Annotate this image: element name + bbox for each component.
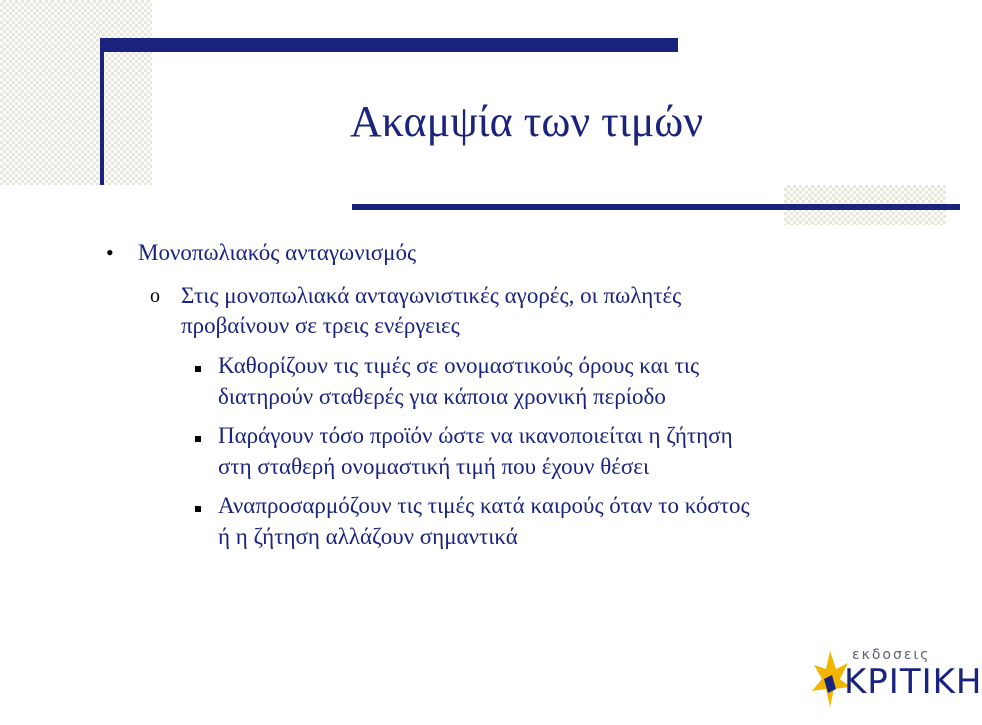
- logo-small-text: εκδοσεις: [852, 647, 931, 663]
- bullet-square-icon: [195, 366, 201, 372]
- item1-line2: διατηρούν σταθερές για κάποια χρονική περίοδο: [218, 384, 666, 409]
- left-vertical-bar: [100, 52, 104, 185]
- item1-line1: Καθορίζουν τις τιμές σε ονομαστικούς όρους και τις: [218, 353, 700, 378]
- level2-text-line1: Στις μονοπωλιακά ανταγωνιστικές αγορές, οι πωλητές: [181, 283, 682, 308]
- publisher-logo: [810, 645, 982, 715]
- bullet-dot-icon: •: [106, 240, 114, 265]
- item3-line2: ή η ζήτηση αλλάζουν σημαντικά: [218, 524, 518, 549]
- item2-line1: Παράγουν τόσο προϊόν ώστε να ικανοποιείται η ζήτηση: [218, 423, 733, 448]
- level1-text: Μονοπωλιακός ανταγωνισμός: [138, 240, 417, 265]
- logo-main-text: ΚΡΙΤΙΚΗ: [844, 662, 982, 702]
- bullet-circle-icon: o: [150, 285, 160, 307]
- item3-line1: Αναπροσαρμόζουν τις τιμές κατά καιρούς όταν το κόστος: [218, 493, 750, 518]
- slide-title: Ακαμψία των τιμών: [350, 97, 704, 146]
- left-checkered-panel: [0, 0, 152, 185]
- bullet-square-icon: [195, 436, 201, 442]
- bullet-square-icon: [195, 506, 201, 512]
- item2-line2: στη σταθερή ονομαστική τιμή που έχουν θέσει: [218, 454, 650, 479]
- top-accent-bar: [100, 38, 678, 52]
- level2-text-line2: προβαίνουν σε τρεις ενέργειες: [181, 313, 460, 338]
- title-underline-bar: [352, 204, 960, 210]
